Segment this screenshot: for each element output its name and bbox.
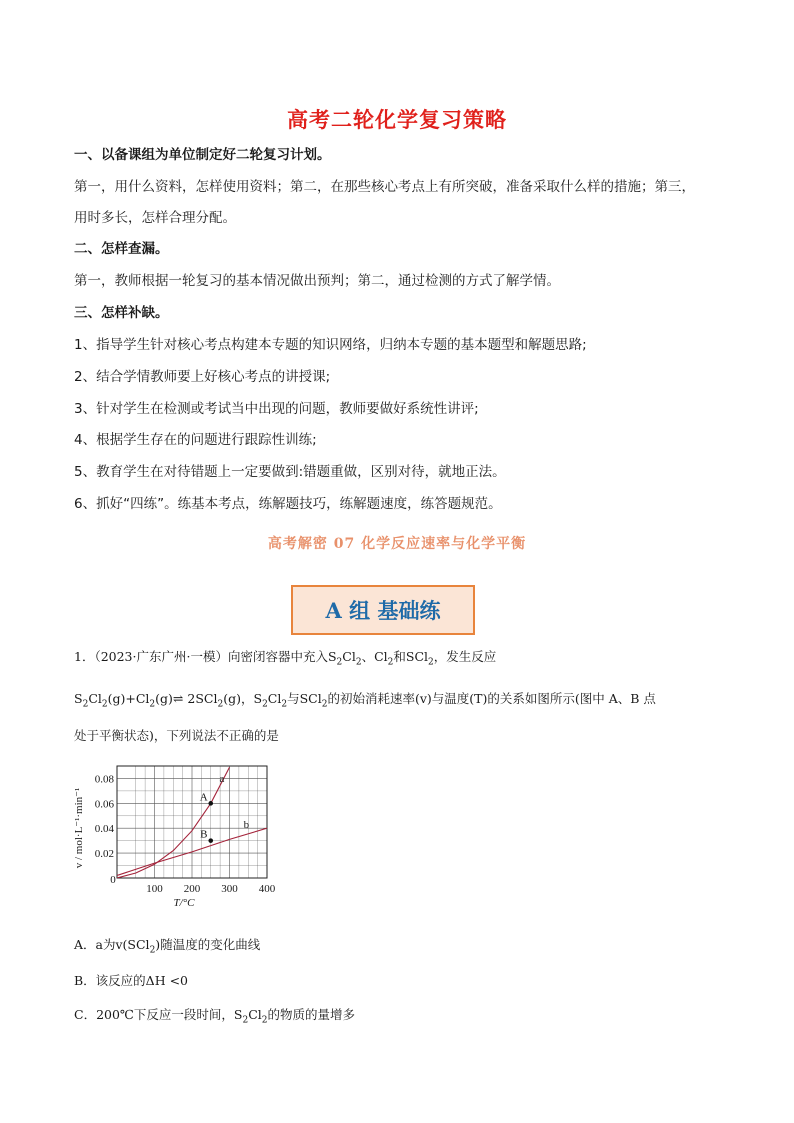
section1-text-a: 第一，用什么资料，怎样使用资料；第二，在那些核心考点上有所突破，准备采取什么样的措施；第三， [74,179,695,195]
section1-text-b: 用时多长，怎样合理分配。 [74,210,236,226]
option-b: B．该反应的ΔH <0 [74,973,189,988]
section2-heading: 二、怎样查漏。 [74,241,169,257]
x-tick-label: 100 [146,883,163,895]
section2-text: 第一，教师根据一轮复习的基本情况做出预判；第二，通过检测的方式了解学情。 [74,273,560,289]
group-label-box [291,585,475,635]
question-reaction: $S_2Cl_2(g)+Cl_2(g)\rightleftharpoons$ 2SCl$_2$(g)，$S_2Cl_2$与SCl$_2$的初始消耗速率(v)与温度(T)的关系如图所示(图中 A、B 点 [74,691,656,710]
y-tick-label: 0.02 [94,848,114,861]
point-label-A: A [199,791,208,804]
unit-subtitle: 高考解密 07 化学反应速率与化学平衡 [267,536,527,552]
point-label-B: B [200,828,208,841]
point-A [208,801,213,806]
section3-item: 3、针对学生在检测或考试当中出现的问题，教师要做好系统性讲评; [74,401,479,417]
x-tick-label: 300 [221,883,238,895]
series-label-b: b [243,819,250,832]
rate-temperature-chart [72,762,287,912]
question-desc-line2: 处于平衡状态)，下列说法不正确的是 [74,728,279,743]
section3-item: 6、抓好“四练”。练基本考点，练解题技巧，练解题速度，练答题规范。 [74,496,502,512]
series-label-a: a [219,773,225,786]
section3-item: 1、指导学生针对核心考点构建本专题的知识网络，归纳本专题的基本题型和解题思路; [74,337,587,353]
point-B [208,838,213,843]
page-title: 高考二轮化学复习策略 [287,108,507,132]
option-a: A．a为v(SCl$_2$)随温度的变化曲线 [74,937,261,956]
x-tick-label: 200 [183,883,201,895]
x-tick-label: 400 [258,883,276,895]
section3-item: 4、根据学生存在的问题进行跟踪性训练; [74,432,317,448]
option-c: C．200℃下反应一段时间，$S_2Cl_2$的物质的量增多 [74,1007,356,1026]
x-axis-label: T/°C [173,897,195,909]
section3-heading: 三、怎样补缺。 [74,305,169,321]
y-tick-label: 0.08 [94,773,114,786]
section3-item: 5、教育学生在对待错题上一定要做到:错题重做，区别对待，就地正法。 [74,464,506,480]
group-label: A 组 基础练 [325,598,441,623]
question-stem: 1．（2023·广东广州·一模）向密闭容器中充入$S_2Cl_2$、$Cl_2$和SCl$_2$，发生反应 [74,649,497,668]
section3-item: 2、结合学情教师要上好核心考点的讲授课; [74,369,331,385]
origin-label: 0 [110,874,116,886]
section1-heading: 一、以备课组为单位制定好二轮复习计划。 [74,147,331,163]
chart-labels [73,773,276,909]
y-tick-label: 0.06 [94,798,114,811]
y-axis-label: v / mol·L⁻¹·min⁻¹ [73,787,85,869]
y-tick-label: 0.04 [94,823,114,836]
